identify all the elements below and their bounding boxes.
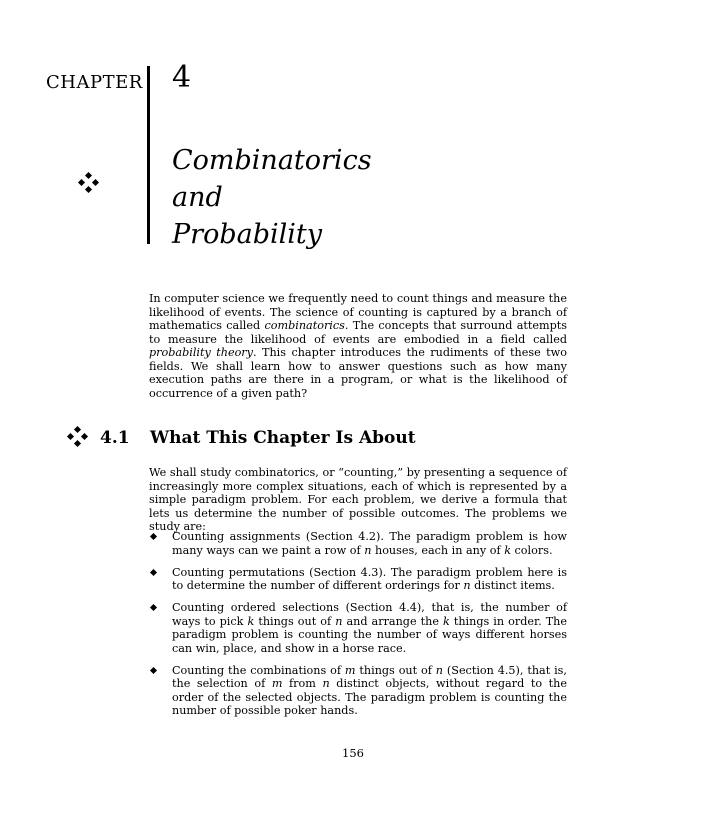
list-item	[149, 601, 567, 655]
chapter-number: 4	[172, 60, 192, 95]
bullet-diamond-icon	[150, 666, 157, 673]
bullet-diamond-icon	[150, 533, 157, 540]
item-var: n	[435, 663, 444, 677]
item-text: Counting the combinations of	[172, 663, 345, 677]
section-number: 4.1	[100, 428, 130, 448]
bullet-diamond-icon	[150, 604, 157, 611]
section-diamond-icon	[66, 426, 90, 450]
chapter-title-line-1: Combinatorics	[172, 145, 372, 176]
item-text: things out of	[254, 614, 336, 628]
item-text: (Section 4.5), that is, the selection of	[172, 663, 567, 690]
list-item	[149, 566, 567, 593]
chapter-title-line-3: Probability	[172, 219, 323, 250]
item-text: distinct items.	[470, 579, 555, 592]
chapter-label: CHAPTER	[46, 72, 143, 93]
intro-text-2: . The concepts that surround attempts to measure the likelihood of events are embodied in a field called	[149, 319, 567, 346]
item-text: Counting permutations (Section 4.3). The paradigm problem here is to determine the number of different orderings for	[172, 565, 567, 592]
item-text: colors.	[510, 543, 553, 557]
bullet-diamond-icon	[150, 568, 157, 575]
intro-paragraph	[149, 292, 567, 400]
chapter-title-line-2: and	[172, 182, 223, 213]
item-var: k	[443, 614, 450, 628]
intro-term-probability: probability theory	[149, 346, 253, 359]
problem-list	[149, 530, 567, 726]
item-var: n	[335, 614, 343, 628]
item-text: Counting ordered selections (Section 4.4), that is, the number of ways to pick	[172, 601, 567, 628]
item-text: things out of	[355, 663, 436, 677]
section-heading	[100, 428, 416, 448]
chapter-rule	[147, 66, 150, 244]
chapter-title	[172, 142, 372, 253]
item-var: n	[463, 579, 471, 592]
item-text: and arrange the	[342, 614, 443, 628]
item-var: n	[322, 677, 330, 690]
page-number: 156	[342, 746, 364, 760]
item-var: m	[271, 677, 283, 690]
item-text: Counting assignments (Section 4.2). The paradigm problem is how many ways can we paint a row of	[172, 530, 567, 557]
list-item	[149, 664, 567, 718]
item-var: m	[344, 663, 356, 677]
item-text: distinct objects, without regard to the order of the selected objects. The paradigm problem is counting the number of possible poker hands.	[172, 677, 567, 717]
section-title: What This Chapter Is About	[150, 428, 416, 448]
intro-text-3: . This chapter introduces the rudiments of these two fields. We shall learn how to answer questions such as how many execution paths are there in a program, or what is the likelihood of occurrence of a given path?	[149, 346, 567, 400]
intro-term-combinatorics: combinatorics	[264, 319, 345, 332]
list-item	[149, 530, 567, 557]
item-text: things in order. The paradigm problem is counting the number of ways different horses can win, place, and show in a horse race.	[172, 614, 567, 655]
section-intro-paragraph: We shall study combinatorics, or “counting,” by presenting a sequence of increasingly more complex situations, each of which is represented by a simple paradigm problem. For each problem, we derive a formula that lets us determine the number of possible outcomes. The problems we study are:	[149, 466, 567, 533]
item-var: k	[247, 614, 255, 628]
item-var: n	[364, 543, 372, 557]
item-text: houses, each in any of	[371, 543, 505, 557]
item-text: from	[282, 677, 323, 690]
item-var: k	[504, 543, 511, 557]
intro-text-1: In computer science we frequently need to count things and measure the likelihood of events. The science of counting is captured by a branch of mathematics called	[149, 292, 567, 332]
diamond-ornament-icon	[77, 172, 101, 196]
